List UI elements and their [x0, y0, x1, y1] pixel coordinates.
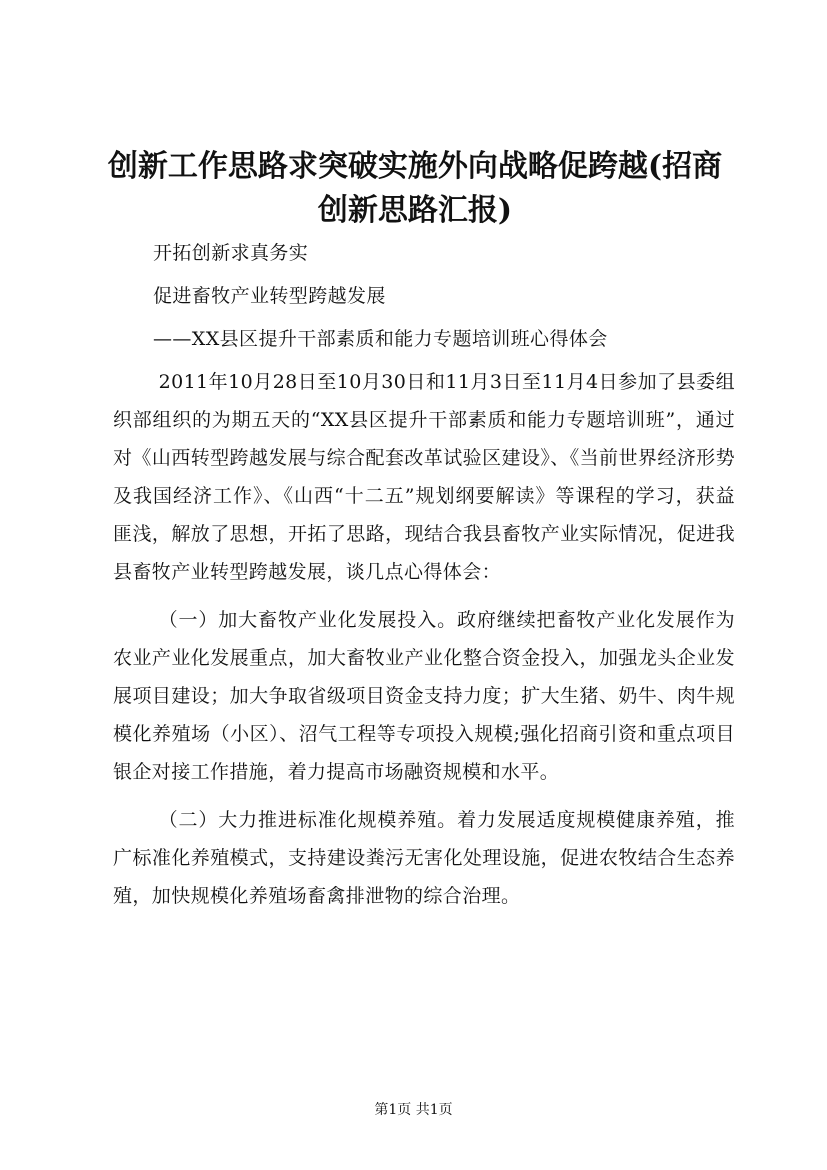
- subheading-3: ——XX县区提升干部素质和能力专题培训班心得体会: [153, 328, 608, 350]
- page-number-footer: 第1页 共1页: [374, 1102, 453, 1118]
- subheading-2: 促进畜牧产业转型跨越发展: [153, 285, 386, 307]
- paragraph-point-1: （一）加大畜牧产业化发展投入。政府继续把畜牧产业化发展作为农业产业化发展重点，加大畜牧业产业化整合资金投入，加强龙头企业发展项目建设；加大争取省级项目资金支持力度；扩大生猪、奶牛、肉牛规模化养殖场（小区）、沼气工程等专项投入规模;强化招商引资和重点项目银企对接工作措施，着力提高市场融资规模和水平。: [113, 609, 735, 783]
- document-body: [113, 234, 735, 915]
- document-title: 创新工作思路求突破实施外向战略促跨越(招商创新思路汇报): [107, 149, 723, 228]
- subheading-1: 开拓创新求真务实: [153, 242, 309, 264]
- paragraph-point-2: （二）大力推进标准化规模养殖。着力发展适度规模健康养殖，推广标准化养殖模式，支持建设粪污无害化处理设施，促进农牧结合生态养殖，加快规模化养殖场畜禽排泄物的综合治理。: [113, 809, 735, 907]
- paragraph-intro: 2011年10月28日至10月30日和11月3日至11月4日参加了县委组织部组织的为期五天的“XX县区提升干部素质和能力专题培训班”，通过对《山西转型跨越发展与综合配套改革试验区建设》、《当前世界经济形势及我国经济工作》、《山西“十二五”规划纲要解读》等课程的学习，获益匪浅，解放了思想，开拓了思路，现结合我县畜牧产业实际情况，促进我县畜牧产业转型跨越发展，谈几点心得体会：: [113, 371, 735, 583]
